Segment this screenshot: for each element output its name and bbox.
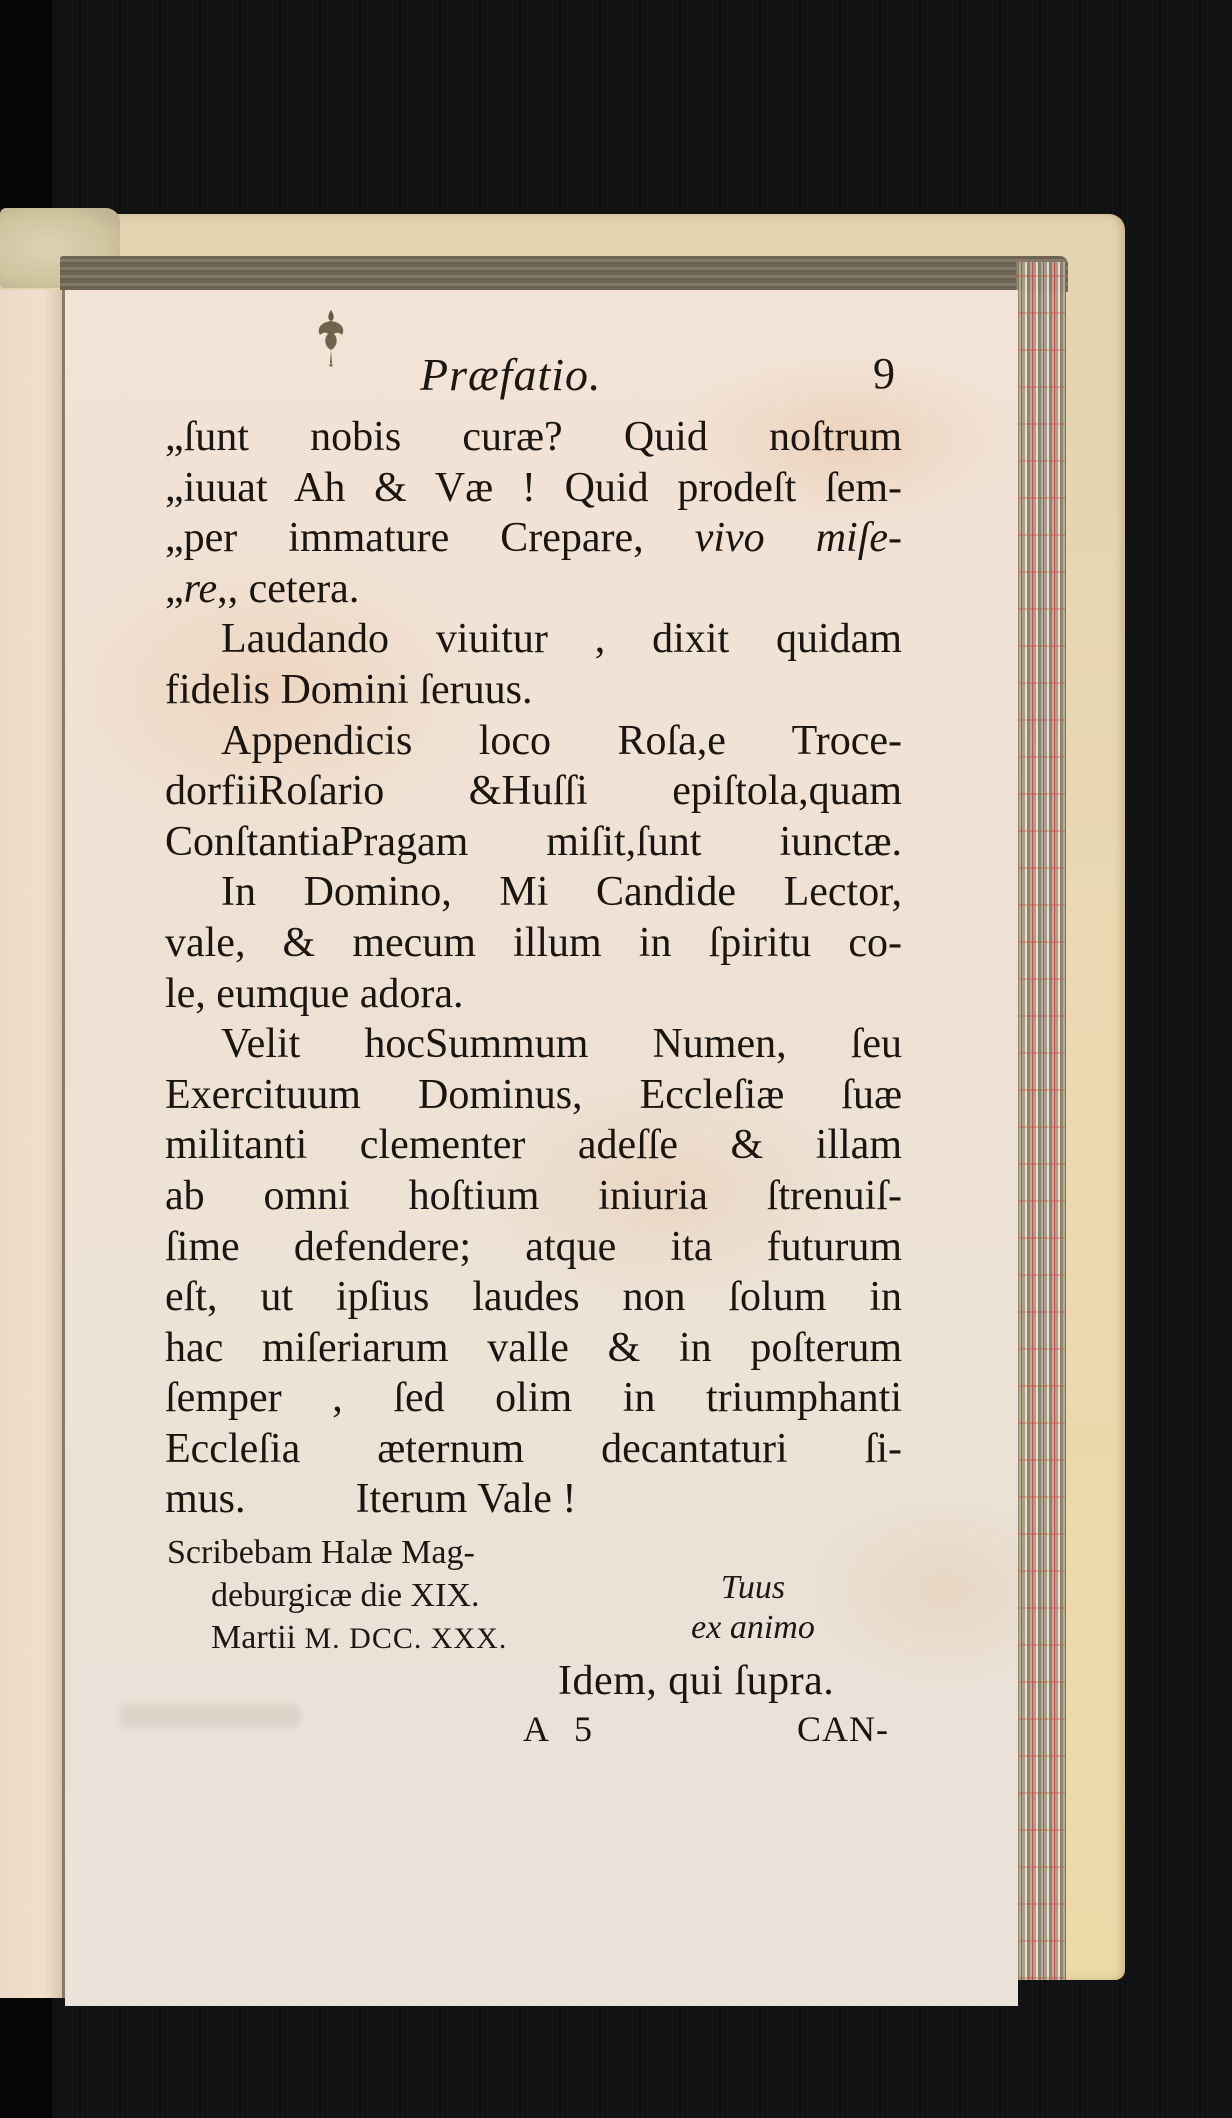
text-line: ab omni hoſtium iniuria ſtrenuiſ- bbox=[165, 1172, 902, 1219]
text-line: Eccleſia æternum decantaturi ſi- bbox=[165, 1425, 902, 1472]
text-line: „iuuat Ah & Væ ! Quid prodeſt ſem- bbox=[165, 464, 902, 511]
text-line: ſime defendere; atque ita futurum bbox=[165, 1223, 902, 1270]
page-number: 9 bbox=[873, 349, 895, 398]
valediction-line-2: ex animo bbox=[691, 1609, 815, 1646]
dateline-line-1: Scribebam Halæ Mag- bbox=[167, 1534, 475, 1571]
spacer bbox=[246, 1474, 356, 1525]
verso-page-sliver bbox=[0, 290, 65, 1998]
text-line: Laudando viuitur , dixit quidam bbox=[221, 616, 902, 663]
running-title: Præfatio. bbox=[420, 349, 602, 400]
dateline bbox=[167, 1532, 507, 1661]
valediction bbox=[673, 1568, 833, 1648]
page-block-top-edge bbox=[60, 256, 1068, 292]
closing-word: mus. bbox=[165, 1476, 246, 1523]
text-line-roman: ,, cetera. bbox=[217, 565, 360, 612]
text-line: Exercituum Dominus, Eccleſiæ ſuæ bbox=[165, 1071, 902, 1118]
text-line: dorfiiRoſario &Huſſi epiſtola,quam bbox=[165, 768, 902, 815]
text-line: In Domino, Mi Candide Lector, bbox=[221, 869, 902, 916]
text-line: fidelis Domini ſeruus. bbox=[165, 666, 533, 713]
valediction-line-1: Tuus bbox=[720, 1569, 786, 1606]
show-through-ink bbox=[120, 1705, 300, 1727]
text-line bbox=[165, 564, 902, 615]
text-line: „ſunt nobis curæ? Quid noſtrum bbox=[165, 414, 902, 460]
dateline-line-2: deburgicæ die XIX. bbox=[211, 1576, 480, 1614]
fleuron-ornament-icon bbox=[312, 308, 350, 368]
dateline-year: M. DCC. XXX. bbox=[304, 1622, 508, 1655]
text-line: le, eumque adora. bbox=[165, 970, 464, 1017]
body-text bbox=[165, 412, 902, 1525]
text-line bbox=[165, 513, 902, 564]
text-line: ConſtantiaPragam miſit,ſunt iunctæ. bbox=[165, 818, 902, 865]
text-line-roman: „per immature Crepare, bbox=[165, 515, 644, 562]
dateline-month: Martii bbox=[211, 1619, 296, 1656]
text-line: militanti clementer adeſſe & illam bbox=[165, 1122, 902, 1169]
page-block-fore-edge bbox=[1016, 262, 1066, 1980]
text-line: eſt, ut ipſius laudes non ſolum in bbox=[165, 1274, 902, 1321]
text-line: vale, & mecum illum in ſpiritu co- bbox=[165, 919, 902, 966]
quote-mark: „ bbox=[165, 565, 184, 612]
closing-line bbox=[165, 1474, 902, 1525]
recto-page bbox=[65, 290, 1018, 2006]
text-line: hac miſeriarum valle & in poſterum bbox=[165, 1324, 902, 1371]
dateline-line-3 bbox=[167, 1617, 507, 1661]
text-line: Velit hocSummum Numen, ſeu bbox=[221, 1021, 902, 1068]
text-line-italic: vivo miſe- bbox=[694, 515, 902, 562]
text-line: Appendicis loco Roſa,e Troce- bbox=[221, 717, 902, 764]
text-line: ſemper , ſed olim in triumphanti bbox=[165, 1375, 902, 1422]
signature-mark: A 5 bbox=[523, 1709, 593, 1749]
farewell: Iterum Vale ! bbox=[355, 1476, 577, 1523]
text-line-italic: re bbox=[183, 565, 218, 612]
catchword: CAN- bbox=[797, 1709, 889, 1749]
signature: Idem, qui ſupra. bbox=[558, 1658, 835, 1704]
